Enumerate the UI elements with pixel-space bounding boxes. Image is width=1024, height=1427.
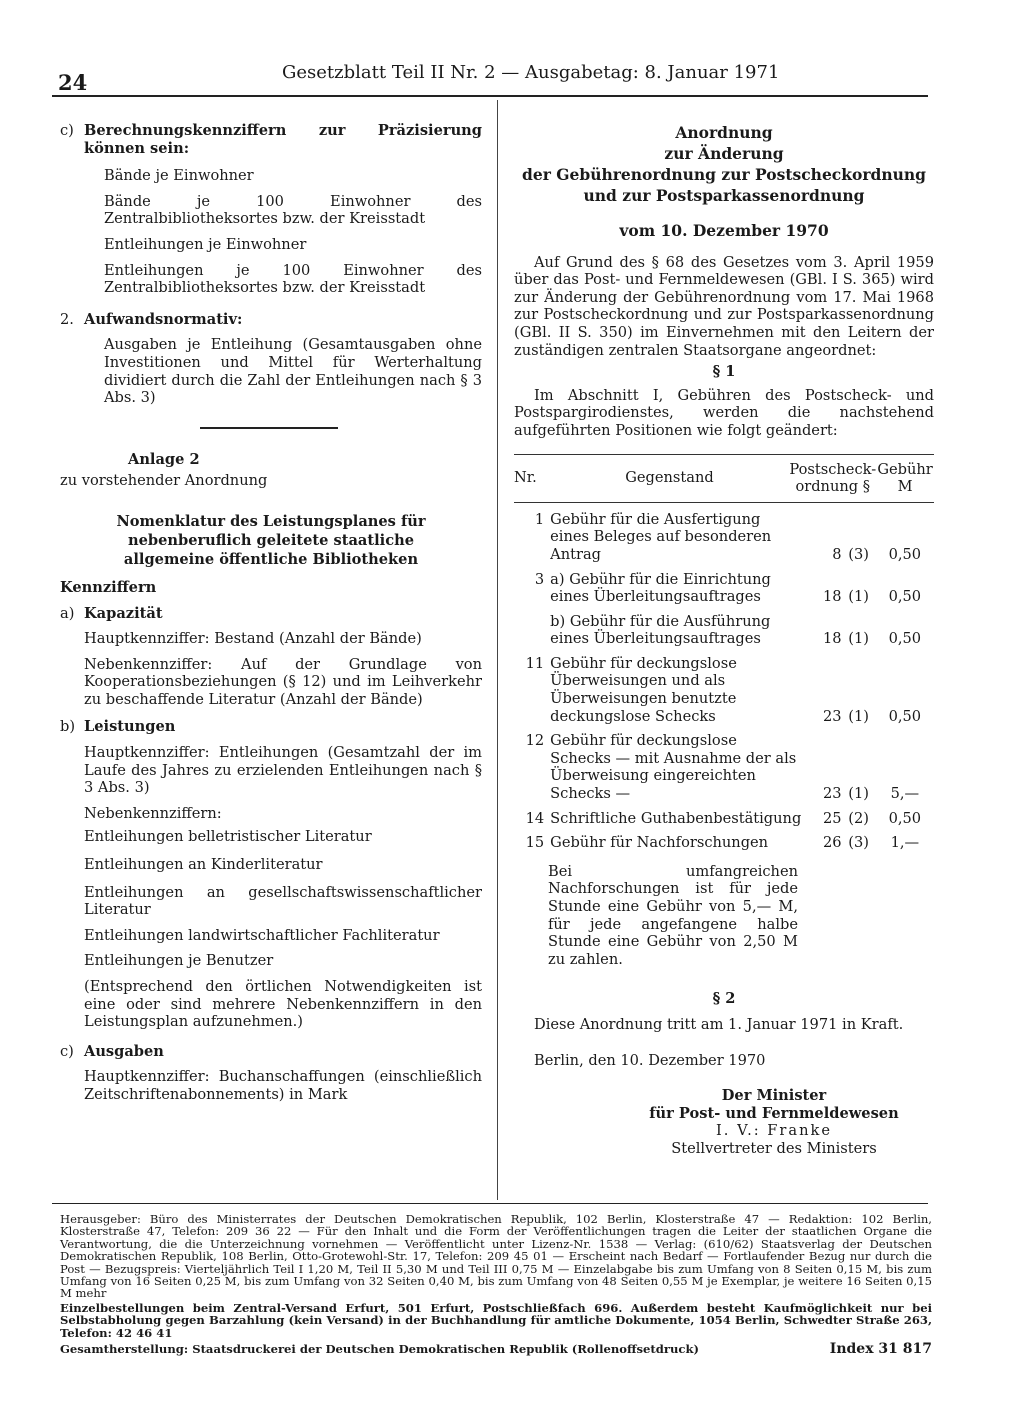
note-15: Bei umfangreichen Nachforschungen ist für jede Stunde eine Gebühr von 5,— M, für jede angefangene halbe Stunde eine Gebühr von 2,50 M zu zahlen.: [548, 862, 798, 968]
section-2: [60, 311, 482, 329]
list-item: Entleihungen belletristischer Literatur: [84, 828, 372, 846]
row-ordnung: 25: [822, 809, 842, 827]
anordnung-date: vom 10. Dezember 1970: [619, 221, 829, 240]
section-c-items: [60, 167, 482, 297]
section-c2-heading: Ausgaben: [84, 1042, 164, 1060]
row-number: 1: [534, 510, 545, 528]
section-a-label: a): [60, 604, 75, 622]
row-number: 12: [525, 732, 545, 750]
row-gebuehr: 0,50: [888, 588, 922, 606]
title-line: zur Änderung: [664, 144, 784, 163]
section-c-label: c): [60, 122, 74, 139]
row-number: 11: [525, 654, 545, 672]
table-row: [514, 511, 934, 571]
row-gebuehr: 0,50: [888, 809, 922, 827]
row-paragraph: (1): [848, 630, 869, 648]
list-item: (Entsprechend den örtlichen Notwendigkeiten ist eine oder sind mehrere Nebenkennziffern in den Leistungsplan aufzunehmen.): [84, 978, 482, 1031]
row-ordnung: 26: [822, 834, 842, 852]
row-paragraph: (2): [848, 809, 869, 827]
title-line: Anordnung: [675, 123, 773, 142]
place-date: Berlin, den 10. Dezember 1970: [534, 1051, 766, 1069]
header-gegenstand: Gegenstand: [625, 469, 714, 487]
list-item: Bände je 100 Einwohner des Zentralbibliotheksortes bzw. der Kreisstadt: [104, 192, 482, 228]
table-header-row: [514, 455, 934, 502]
row-gegenstand: a) Gebühr für die Einrichtung eines Überleitungsauftrages: [550, 570, 771, 606]
paragraph-1-text: Im Abschnitt I, Gebühren des Postscheck- und Postspargirodienstes, werden die nachstehend aufgeführten Positionen wie folgt geändert:: [514, 386, 934, 439]
row-gegenstand: Gebühr für deckungslose Schecks — mit Ausnahme der als Überweisung eingereichten Schecks —: [550, 732, 797, 803]
imprint-part1: Herausgeber: Büro des Ministerrates der Deutschen Demokratischen Republik, 102 Berlin, Klosterstraße 47 — Redaktion: 102 Berlin, Klosterstraße 47, Telefon: 209 36 22 — Für den Inhalt und die Form der Veröffentlichungen tragen die Leiter der staatlichen Organe die Verantwortung, die die Unterzeichnung vornehmen — Veröffentlicht unter Lizenz-Nr. 1538 — Verlag: (610/62) Staatsverlag der Deutschen Demokratischen Republik, 108 Berlin, Otto-Grotewohl-Str. 17, Telefon: 209 45 01 — Erscheint nach Bedarf — Fortlaufender Bezug nur durch die Post — Bezugspreis: Vierteljährlich Teil I 1,20 M, Teil II 5,30 M und Teil III 0,75 M — Einzelabgabe bis zum Umfang von 8 Seiten 0,15 M, bis zum Umfang von 16 Seiten 0,25 M, bis zum Umfang von 32 Seiten 0,40 M, bis zum Umfang von 48 Seiten 0,55 M je Exemplar, je weitere 16 Seiten 0,15 M mehr: [60, 1212, 932, 1301]
section-2-heading: Aufwandsnormativ:: [84, 310, 243, 328]
row-gebuehr: 5,—: [890, 785, 920, 803]
table-header-rule: [514, 502, 934, 503]
row-gebuehr: 1,—: [890, 834, 920, 852]
list-item: Entleihungen landwirtschaftlicher Fachliteratur: [84, 926, 440, 944]
title-line: und zur Postsparkassenordnung: [583, 186, 865, 205]
signature-block: [514, 1087, 934, 1157]
row-gegenstand: Gebühr für die Ausfertigung eines Beleges auf besonderen Antrag: [550, 510, 772, 563]
row-gegenstand: Gebühr für deckungslose Überweisungen und als Überweisungen benutzte deckungslose Schecks: [550, 654, 737, 725]
signer-role: Stellvertreter des Ministers: [671, 1139, 877, 1157]
fee-table-body: [514, 511, 934, 859]
list-item: Hauptkennziffer: Bestand (Anzahl der Bände): [84, 630, 422, 648]
running-title: Gesetzblatt Teil II Nr. 2 — Ausgabetag: 8. Januar 1971: [282, 62, 780, 83]
imprint-part3: Gesamtherstellung: Staatsdruckerei der Deutschen Demokratischen Republik (Rollenoffsetdruck): [60, 1342, 700, 1357]
table-row: [514, 571, 934, 613]
index-number: Index 31 817: [829, 1341, 932, 1358]
row-paragraph: (3): [848, 834, 869, 852]
row-gebuehr: 0,50: [888, 707, 922, 725]
list-item: Entleihungen an Kinderliteratur: [84, 856, 323, 874]
row-gegenstand: Gebühr für Nachforschungen: [550, 834, 769, 852]
imprint-footer: [60, 1341, 932, 1358]
signer-title: Der Minister: [721, 1087, 827, 1105]
row-ordnung: 23: [822, 707, 842, 725]
table-row: [514, 613, 934, 655]
section-rule: [200, 427, 338, 429]
nomenklatur-title: Nomenklatur des Leistungsplanes für nebenberuflich geleitete staatliche allgemeine öffentliche Bibliotheken: [116, 512, 426, 568]
anlage-subtitle: zu vorstehender Anordnung: [60, 472, 268, 490]
section-c: [60, 122, 482, 157]
row-number: 14: [525, 809, 545, 827]
preamble: Auf Grund des § 68 des Gesetzes vom 3. April 1959 über das Post- und Fernmeldewesen (GBl. I S. 365) wird zur Änderung der Gebührenordnung vom 17. Mai 1968 zur Postscheckordnung und zur Postsparkassenordnung (GBl. II S. 350) im Einvernehmen mit den Leitern der zuständigen zentralen Staatsorgane angeordnet:: [514, 253, 934, 359]
row-ordnung: 18: [822, 588, 842, 606]
paragraph-1: § 1: [712, 363, 736, 381]
imprint: [60, 1212, 932, 1358]
row-gegenstand: b) Gebühr für die Ausführung eines Überleitungsauftrages: [550, 612, 771, 648]
header-rule: [52, 95, 928, 97]
list-item: Entleihungen je Benutzer: [84, 952, 274, 970]
section-a-items: [60, 630, 482, 708]
section-b-label: b): [60, 718, 76, 736]
section-2-text: Ausgaben je Entleihung (Gesamtausgaben ohne Investitionen und Mittel für Werterhaltung dividiert durch die Zahl der Entleihungen nach § 3 Abs. 3): [104, 336, 482, 407]
list-item: Entleihungen je Einwohner: [104, 235, 307, 253]
section-a: [60, 605, 482, 623]
table-row: [514, 655, 934, 732]
row-ordnung: 8: [832, 545, 842, 563]
page-number: 24: [58, 70, 88, 95]
row-paragraph: (3): [848, 545, 869, 563]
list-item: Nebenkennziffer: Auf der Grundlage von Kooperationsbeziehungen (§ 12) und im Leihverkehr zu beschaffende Literatur (Anzahl der Bände): [84, 655, 482, 708]
header-postscheck: Postscheck- ordnung §: [789, 460, 877, 496]
table-row: [514, 732, 934, 809]
section-b-heading: Leistungen: [84, 718, 176, 736]
right-column: [514, 122, 934, 1158]
table-row: [514, 834, 934, 859]
section-c-heading: Berechnungskennziffern zur Präzisierung können sein:: [84, 122, 482, 157]
row-ordnung: 18: [822, 630, 842, 648]
row-number: [514, 613, 550, 655]
title-line: der Gebührenordnung zur Postscheckordnung: [522, 165, 926, 184]
row-paragraph: (1): [848, 785, 869, 803]
section-c2-text: Hauptkennziffer: Buchanschaffungen (einschließlich Zeitschriftenabonnements) in Mark: [84, 1068, 482, 1103]
signer-title: für Post- und Fernmeldewesen: [649, 1104, 899, 1122]
anlage-title: Anlage 2: [128, 450, 200, 468]
left-column: [60, 122, 482, 1104]
imprint-part2: Einzelbestellungen beim Zentral-Versand Erfurt, 501 Erfurt, Postschließfach 696. Außerdem besteht Kaufmöglichkeit nur bei Selbstabholung gegen Barzahlung (kein Versand) in der Buchhandlung für amtliche Dokumente, 1054 Berlin, Schwedter Straße 263, Telefon: 42 46 41: [60, 1300, 932, 1340]
paragraph-2-text: Diese Anordnung tritt am 1. Januar 1971 in Kraft.: [534, 1015, 904, 1033]
row-number: 3: [534, 570, 545, 588]
header-nr: Nr.: [514, 469, 537, 487]
header-gebuehr: Gebühr M: [877, 460, 933, 496]
section-b-items: [60, 744, 482, 1031]
section-b: [60, 718, 482, 736]
row-paragraph: (1): [848, 707, 869, 725]
section-c2-label: c): [60, 1042, 74, 1060]
section-c2: [60, 1043, 482, 1061]
list-item: Nebenkennziffern:: [84, 804, 222, 822]
section-a-heading: Kapazität: [84, 604, 163, 622]
paragraph-2: § 2: [712, 990, 736, 1008]
list-item: Hauptkennziffer: Entleihungen (Gesamtzahl der im Laufe des Jahres zu erzielenden Entleihungen nach § 3 Abs. 3): [84, 744, 482, 797]
list-item: Entleihungen je 100 Einwohner des Zentralbibliotheksortes bzw. der Kreisstadt: [104, 261, 482, 297]
row-paragraph: (1): [848, 588, 869, 606]
kennziffern-heading: Kennziffern: [60, 578, 157, 596]
section-2-label: 2.: [60, 310, 74, 328]
row-ordnung: 23: [822, 785, 842, 803]
column-divider: [497, 100, 498, 1200]
row-number: 15: [525, 834, 545, 852]
imprint-rule: [52, 1203, 928, 1204]
row-gebuehr: 0,50: [888, 545, 922, 563]
row-gegenstand: Schriftliche Guthabenbestätigung: [550, 809, 802, 827]
row-gebuehr: 0,50: [888, 630, 922, 648]
list-item: Entleihungen an gesellschaftswissenschaftlicher Literatur: [84, 883, 482, 919]
anordnung-title: [514, 122, 934, 206]
table-row: [514, 810, 934, 835]
fee-table: [514, 455, 934, 502]
signer-name: I. V.: Franke: [716, 1122, 832, 1140]
list-item: Bände je Einwohner: [104, 167, 254, 185]
